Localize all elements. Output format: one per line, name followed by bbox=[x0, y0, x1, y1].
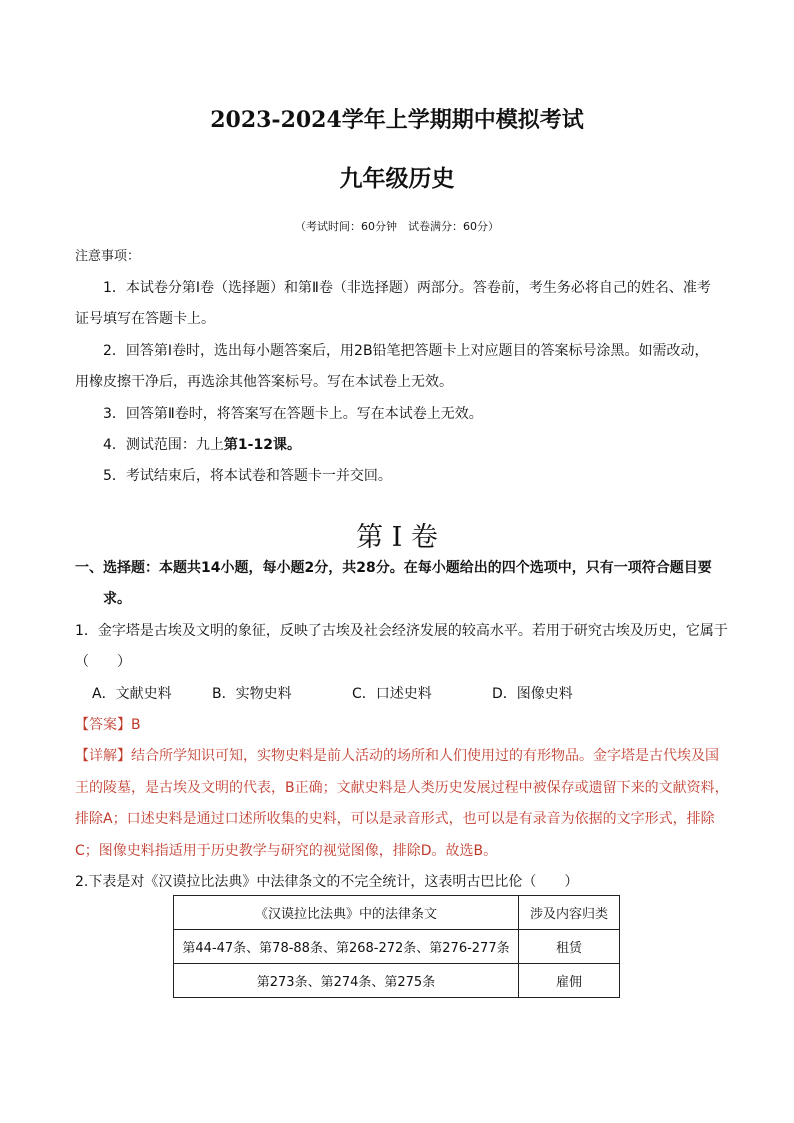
note-item-2-line-1: 2．回答第Ⅰ卷时，选出每小题答案后，用2B铅笔把答题卡上对应题目的答案标号涂黑。如需改动， bbox=[103, 343, 709, 359]
table-cell-articles: 第273条、第274条、第275条 bbox=[174, 964, 519, 998]
q1-detail-text-1: 结合所学知识可知，实物史料是前人活动的场所和人们使用过的有形物品。金字塔是古代埃及国 bbox=[131, 748, 719, 764]
q1-option-c: C．口述史料 bbox=[352, 686, 432, 702]
q1-answer-value: B bbox=[131, 717, 141, 733]
q1-option-b: B．实物史料 bbox=[212, 686, 292, 702]
q1-detail-line-4: C；图像史料指适用于历史教学与研究的视觉图像，排除D。故选B。 bbox=[75, 843, 498, 859]
table-row bbox=[174, 964, 620, 998]
table-cell-articles: 第44-47条、第78-88条、第268-272条、第276-277条 bbox=[174, 930, 519, 964]
notes-heading: 注意事项： bbox=[75, 249, 141, 264]
q1-option-a: A．文献史料 bbox=[92, 686, 172, 702]
exam-info: （考试时间：60分钟 试卷满分：60分） bbox=[295, 220, 499, 233]
q1-detail-line-2: 王的陵墓，是古埃及文明的代表，B正确；文献史料是人类历史发展过程中被保存或遗留下来的文献资料， bbox=[75, 780, 729, 796]
table-row bbox=[174, 930, 620, 964]
section-instructions-line-1: 一、选择题：本题共14小题，每小题2分，共28分。在每小题给出的四个选项中，只有一项符合题目要 bbox=[75, 560, 712, 576]
section-instructions-line-2: 求。 bbox=[103, 591, 131, 607]
law-statistics-table bbox=[173, 895, 620, 998]
note-item-3: 3．回答第Ⅱ卷时，将答案写在答题卡上。写在本试卷上无效。 bbox=[103, 406, 483, 422]
exam-subject: 九年级历史 bbox=[339, 165, 455, 192]
section-title: 第 I 卷 bbox=[356, 522, 438, 553]
table-header-row bbox=[174, 896, 620, 930]
q1-option-d: D．图像史料 bbox=[492, 686, 573, 702]
q1-stem-line-2: （ ） bbox=[75, 654, 131, 670]
q2-stem: 2.下表是对《汉谟拉比法典》中法律条文的不完全统计，这表明古巴比伦（ ） bbox=[75, 874, 579, 890]
q1-answer-label: 【答案】 bbox=[75, 717, 131, 733]
note-item-5: 5．考试结束后，将本试卷和答题卡一并交回。 bbox=[103, 468, 392, 484]
note-item-1-line-1: 1．本试卷分第Ⅰ卷（选择题）和第Ⅱ卷（非选择题）两部分。答卷前，考生务必将自己的姓名、准考 bbox=[103, 280, 711, 296]
q1-detail-line-3: 排除A；口述史料是通过口述所收集的史料，可以是录音形式，也可以是有录音为依据的文字形式，排除 bbox=[75, 811, 715, 827]
table-header-articles: 《汉谟拉比法典》中的法律条文 bbox=[174, 896, 519, 930]
table-cell-category: 雇佣 bbox=[519, 964, 620, 998]
q1-answer bbox=[75, 715, 141, 735]
table-header-category: 涉及内容归类 bbox=[519, 896, 620, 930]
note-item-2-line-2: 用橡皮擦干净后，再选涂其他答案标号。写在本试卷上无效。 bbox=[75, 374, 453, 390]
note-item-4-range: 第1-12课。 bbox=[223, 437, 301, 453]
note-item-1-line-2: 证号填写在答题卡上。 bbox=[75, 311, 215, 327]
exam-title: 2023-2024学年上学期期中模拟考试 bbox=[210, 107, 584, 133]
table-cell-category: 租赁 bbox=[519, 930, 620, 964]
q1-stem-line-1: 1．金字塔是古埃及文明的象征，反映了古埃及社会经济发展的较高水平。若用于研究古埃及历史，它属于 bbox=[75, 623, 728, 639]
q1-detail-label: 【详解】 bbox=[75, 748, 131, 764]
note-item-4-prefix: 4．测试范围：九上 bbox=[103, 437, 224, 453]
note-item-4 bbox=[103, 435, 301, 455]
q1-detail-line-1 bbox=[75, 746, 719, 766]
